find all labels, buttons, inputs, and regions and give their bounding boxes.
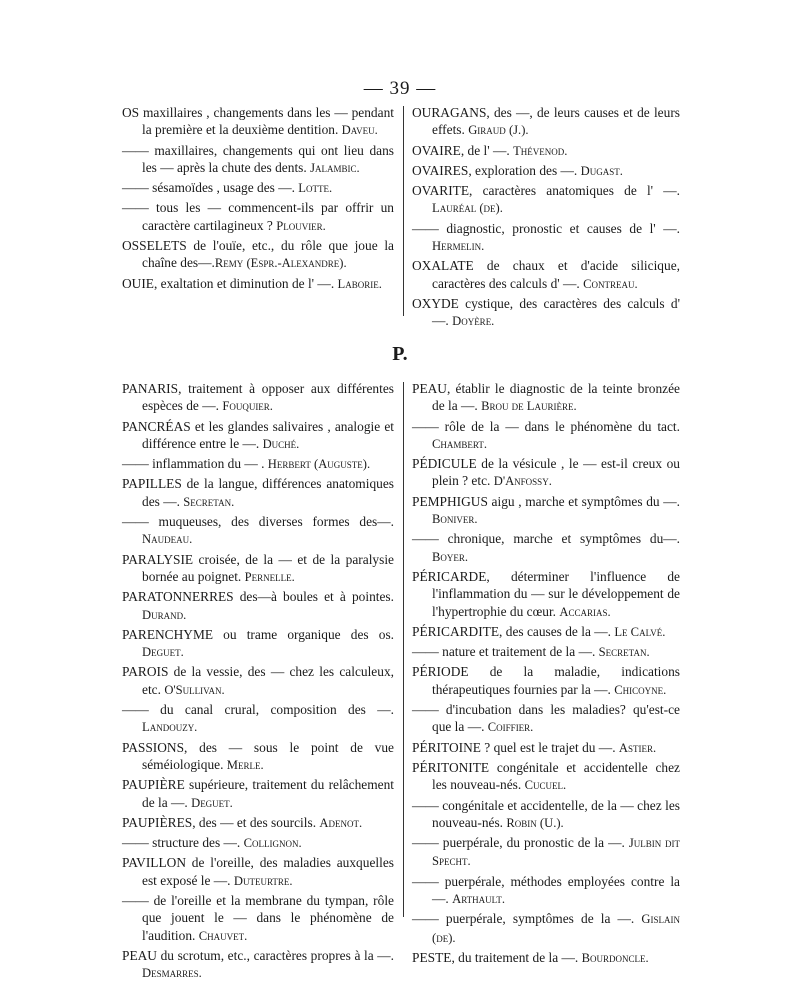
- index-column-top-left: [122, 104, 394, 295]
- index-entry: [122, 739, 394, 775]
- index-entry: [412, 257, 680, 293]
- index-description: de l'ouïe, etc., du rôle que joue la chaîne des—.: [142, 238, 394, 271]
- index-author: Remy (Espr.-Alexandre).: [214, 256, 347, 271]
- index-description: supérieure, traitement du relâchement de la —.: [142, 777, 394, 810]
- index-description: maxillaires, changements qui ont lieu dans les — après la chute des dents.: [142, 142, 394, 175]
- index-entry: [412, 418, 680, 454]
- index-entry: [122, 551, 394, 587]
- index-entry: [122, 142, 394, 178]
- index-term: ——: [122, 142, 149, 158]
- index-term: PEAU: [122, 947, 157, 963]
- index-author: Deguet.: [191, 795, 233, 810]
- index-term: ——: [122, 702, 149, 718]
- index-author: Naudeau.: [142, 532, 193, 547]
- index-entry: [412, 182, 680, 218]
- index-description: nature et traitement de la —.: [438, 644, 599, 660]
- index-entry: [122, 588, 394, 624]
- index-term: PÉRIODE: [412, 664, 469, 680]
- index-term: ——: [412, 531, 439, 547]
- index-entry: [412, 949, 680, 967]
- index-description: , du traitement de la —.: [451, 949, 582, 965]
- index-author: Duteurtre.: [233, 873, 293, 888]
- index-author: Julbin dit Specht.: [432, 836, 680, 869]
- index-column-bottom-right: [412, 380, 680, 969]
- index-term: PEMPHIGUS: [412, 493, 488, 509]
- index-term: OXYDE: [412, 295, 459, 311]
- index-entry: [122, 892, 394, 945]
- index-author: Coiffier.: [487, 720, 534, 735]
- index-description: , déterminer l'influence de l'inflammation du — sur le développement de l'hypertrophie du cœur.: [432, 568, 680, 619]
- index-author: Le Calvé.: [614, 624, 666, 639]
- index-entry: [122, 834, 394, 852]
- index-term: PAUPIÈRE: [122, 777, 185, 793]
- index-entry: [122, 701, 394, 737]
- index-term: OVAIRE: [412, 142, 461, 158]
- index-description: inflammation du — .: [148, 456, 268, 472]
- index-author: Astier.: [618, 740, 657, 755]
- index-author: Laborie.: [337, 276, 382, 291]
- index-entry: [412, 142, 680, 160]
- index-author: Chicoyne.: [614, 682, 667, 697]
- index-entry: [122, 104, 394, 140]
- index-description: puerpérale, symptômes de la —.: [438, 911, 642, 927]
- index-description: structure des —.: [148, 835, 244, 851]
- index-author: Plouvier.: [276, 218, 326, 233]
- index-term: PAUPIÈRES: [122, 814, 193, 830]
- index-description: et les glandes salivaires , analogie et différence entre le —.: [142, 418, 394, 451]
- index-author: Secretan.: [183, 494, 235, 509]
- index-author: Jalambic.: [310, 160, 360, 175]
- index-term: ——: [122, 514, 149, 530]
- index-term: ——: [122, 200, 149, 216]
- index-term: OVAIRES: [412, 162, 469, 178]
- index-description: puerpérale, méthodes employées contre la —.: [432, 873, 680, 907]
- index-term: OURAGANS: [412, 105, 487, 120]
- index-description: des—à boules et à pointes.: [233, 589, 394, 605]
- index-term: ——: [122, 893, 149, 909]
- index-description: de la langue, différences anatomiques des —.: [142, 476, 394, 509]
- index-description: de l'oreille et la membrane du tympan, rôle que jouent le — dans le phénomène de l'audition.: [142, 893, 394, 943]
- index-author: Fouquier.: [222, 399, 273, 414]
- index-entry: [412, 295, 680, 331]
- index-description: , de l' —.: [460, 142, 514, 158]
- index-term: PARENCHYME: [122, 626, 214, 642]
- index-description: , des — sous le point de vue séméiologique.: [142, 739, 394, 772]
- index-entry: [412, 797, 680, 833]
- index-description: ? quel est le trajet du —.: [480, 739, 619, 755]
- index-description: croisée, de la — et de la paralysie bornée au poignet.: [142, 551, 394, 584]
- index-author: Secretan.: [598, 645, 650, 660]
- index-entry: [122, 854, 394, 890]
- index-entry: [122, 418, 394, 454]
- column-divider-bottom: [403, 382, 404, 917]
- index-term: PARATONNERRES: [122, 589, 234, 605]
- index-entry: [122, 275, 394, 293]
- index-description: maxillaires , changements dans les — pendant la première et la deuxième dentition.: [139, 105, 394, 138]
- index-author: Boyer.: [432, 549, 469, 564]
- index-author: Brou de Laurière.: [481, 399, 577, 414]
- index-author: Merle.: [226, 757, 264, 772]
- index-entry: [412, 455, 680, 491]
- index-entry: [412, 663, 680, 699]
- index-description: tous les — commencent-ils par offrir un caractère cartilagineux ?: [142, 200, 394, 233]
- index-author: Robin (U.).: [506, 815, 564, 830]
- index-author: Accarias.: [559, 604, 611, 619]
- index-author: Chambert.: [432, 436, 488, 451]
- index-term: PEAU: [412, 381, 447, 396]
- index-term: ——: [412, 911, 439, 927]
- index-entry: [412, 530, 680, 566]
- index-author: Hermelin.: [432, 239, 485, 254]
- index-term: OSSELETS: [122, 238, 187, 254]
- index-author: Giraud (J.).: [468, 123, 529, 138]
- index-author: Daveu.: [341, 123, 378, 138]
- index-term: OS: [122, 105, 140, 120]
- index-description: cystique, des caractères des calculs d' —.: [432, 295, 680, 329]
- index-description: de la maladie, indications thérapeutiques fournies par la —.: [432, 664, 680, 697]
- index-term: PÉRICARDE: [412, 568, 487, 584]
- index-author: Chauvet.: [198, 928, 248, 943]
- index-author: Doyère.: [452, 314, 495, 329]
- index-description: aigu , marche et symptômes du —.: [487, 493, 680, 509]
- index-description: diagnostic, pronostic et causes de l' —.: [438, 220, 680, 236]
- index-description: , des — et des sourcils.: [192, 814, 320, 830]
- index-term: ——: [122, 456, 149, 472]
- index-entry: [412, 910, 680, 947]
- index-author: Collignon.: [243, 836, 302, 851]
- index-term: PÉDICULE: [412, 456, 477, 472]
- index-entry: [412, 643, 680, 661]
- index-term: PÉRITONITE: [412, 759, 490, 775]
- section-letter-heading: P.: [392, 343, 408, 365]
- index-column-top-right: [412, 104, 680, 333]
- index-author: Boniver.: [432, 512, 478, 527]
- index-term: ——: [412, 702, 439, 718]
- index-term: ——: [412, 220, 439, 236]
- index-author: Pernelle.: [244, 569, 295, 584]
- index-entry: [412, 220, 680, 256]
- index-term: PESTE: [412, 949, 452, 965]
- index-description: , exploration des —.: [468, 162, 581, 178]
- index-entry: [122, 776, 394, 812]
- index-term: ——: [412, 797, 439, 813]
- index-description: de l'oreille, des maladies auxquelles est exposé le —.: [142, 855, 394, 888]
- index-author: Duché.: [262, 436, 300, 451]
- index-term: PAROIS: [122, 664, 169, 680]
- index-entry: [412, 380, 680, 416]
- index-term: ——: [412, 835, 439, 851]
- column-divider-top: [403, 106, 404, 316]
- index-author: Lotte.: [298, 181, 333, 196]
- index-author: Arthault.: [452, 892, 505, 907]
- index-author: Dugast.: [580, 163, 623, 178]
- index-term: OVARITE: [412, 183, 470, 199]
- index-term: ——: [412, 644, 439, 660]
- index-term: PÉRITOINE: [412, 739, 481, 755]
- index-description: de la vésicule , le — est-il creux ou plein ? etc.: [432, 456, 680, 489]
- index-entry: [122, 626, 394, 662]
- index-description: , établir le diagnostic de la teinte bronzée de la —.: [432, 381, 680, 414]
- index-description: , des —, de leurs causes et de leurs effets.: [432, 105, 680, 138]
- index-author: Desmarres.: [142, 966, 202, 981]
- index-entry: [122, 199, 394, 235]
- index-term: OXALATE: [412, 258, 474, 274]
- index-description: , caractères anatomiques de l' —.: [469, 183, 680, 199]
- index-author: Deguet.: [142, 645, 184, 660]
- index-term: ——: [122, 180, 149, 196]
- index-entry: [122, 380, 394, 416]
- index-entry: [412, 834, 680, 871]
- index-term: PANCRÉAS: [122, 418, 191, 434]
- index-entry: [122, 513, 394, 549]
- index-entry: [412, 701, 680, 737]
- index-term: ——: [122, 835, 149, 851]
- index-author: Contreau.: [583, 276, 638, 291]
- index-author: O'Sullivan.: [164, 682, 225, 697]
- index-term: PAVILLON: [122, 855, 186, 871]
- index-entry: [122, 179, 394, 197]
- index-entry: [412, 104, 680, 140]
- index-description: d'incubation dans les maladies? qu'est-ce que la —.: [432, 702, 680, 735]
- index-description: sésamoïdes , usage des —.: [148, 180, 299, 196]
- index-description: chronique, marche et symptômes du—.: [438, 531, 680, 547]
- index-entry: [412, 873, 680, 909]
- index-description: , exaltation et diminution de l' —.: [153, 275, 338, 291]
- index-author: Durand.: [142, 607, 187, 622]
- index-entry: [412, 623, 680, 641]
- index-description: , des causes de la —.: [499, 623, 615, 639]
- index-entry: [412, 739, 680, 757]
- index-author: Landouzy.: [142, 720, 198, 735]
- index-author: Gislain (de).: [432, 912, 680, 945]
- index-author: Cucuel.: [524, 778, 567, 793]
- index-column-bottom-left: [122, 380, 394, 985]
- index-author: Thévenod.: [513, 143, 568, 158]
- index-description: , traitement à opposer aux différentes espèces de —.: [142, 381, 394, 414]
- index-entry: [412, 759, 680, 795]
- index-description: rôle de la — dans le phénomène du tact.: [438, 418, 680, 434]
- index-author: D'Anfossy.: [493, 474, 552, 489]
- index-description: du scrotum, etc., caractères propres à la —.: [156, 947, 394, 963]
- index-entry: [122, 475, 394, 511]
- index-entry: [412, 493, 680, 529]
- index-description: muqueuses, des diverses formes des—.: [148, 514, 394, 530]
- index-entry: [122, 455, 394, 473]
- index-description: ou trame organique des os.: [213, 626, 394, 642]
- index-author: Bourdoncle.: [581, 950, 649, 965]
- index-entry: [412, 162, 680, 180]
- page-number: — 39 —: [363, 78, 437, 99]
- index-term: PASSIONS: [122, 739, 185, 755]
- index-description: de la vessie, des — chez les calculeux, etc.: [142, 664, 394, 697]
- index-description: congénitale et accidentelle chez les nouveau-nés.: [432, 759, 680, 793]
- index-description: congénitale et accidentelle, de la — chez les nouveau-nés.: [432, 797, 680, 830]
- index-entry: [122, 663, 394, 699]
- index-author: Herbert (Auguste).: [267, 457, 371, 472]
- index-entry: [122, 947, 394, 983]
- index-term: ——: [412, 873, 439, 889]
- index-term: ——: [412, 418, 439, 434]
- index-description: puerpérale, du pronostic de la —.: [438, 835, 629, 851]
- index-author: Lauréal (de).: [432, 201, 503, 216]
- index-term: PANARIS: [122, 381, 179, 396]
- index-author: Adenot.: [319, 815, 363, 830]
- index-entry: [122, 237, 394, 273]
- index-description: du canal crural, composition des —.: [148, 702, 394, 718]
- index-entry: [122, 814, 394, 832]
- index-term: OUIE: [122, 275, 154, 291]
- index-entry: [412, 568, 680, 621]
- index-term: PÉRICARDITE: [412, 623, 500, 639]
- index-description: de chaux et d'acide silicique, caractères des calculs d' —.: [432, 258, 680, 291]
- index-term: PARALYSIE: [122, 551, 194, 567]
- index-term: PAPILLES: [122, 476, 182, 492]
